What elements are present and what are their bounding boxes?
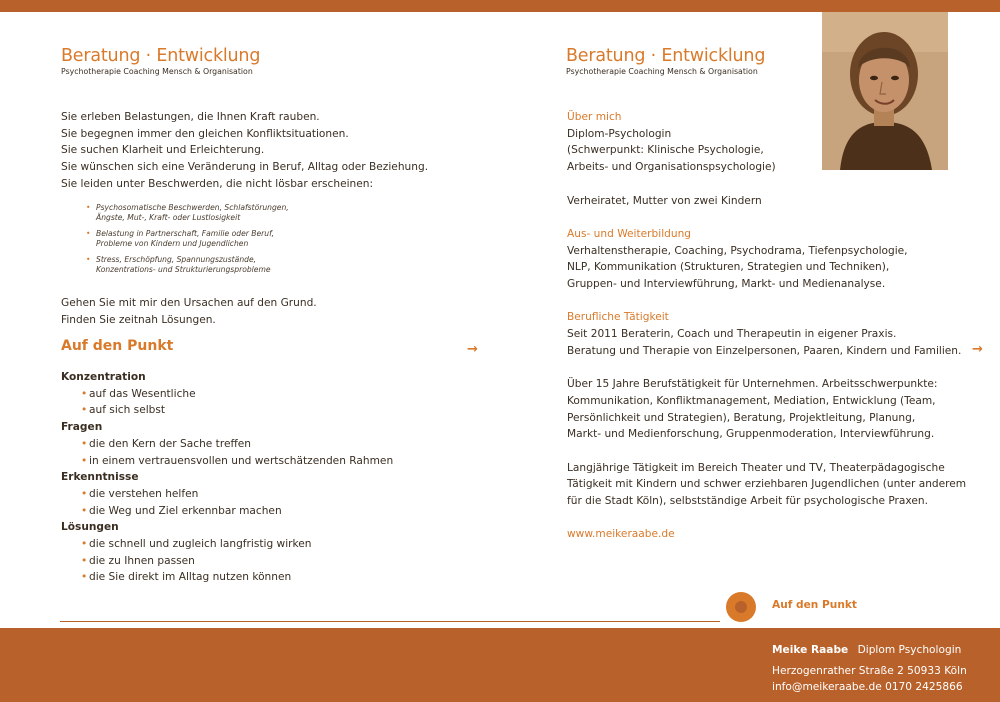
job-line: Persönlichkeit und Strategien), Beratung, Projektleitung, Planung, [567, 411, 916, 424]
list-item-line: Konzentrations- und Strukturierungsprobleme [96, 265, 271, 275]
about-line: (Schwerpunkt: Klinische Psychologie, [567, 144, 764, 157]
family-line: Verheiratet, Mutter von zwei Kindern [567, 194, 762, 207]
spacer [567, 510, 966, 527]
list-item [61, 436, 393, 453]
bullet-icon: • [86, 203, 91, 212]
about-title: Über mich [567, 111, 622, 123]
job-line: Markt- und Medienforschung, Gruppenmoderation, Interviewführung. [567, 428, 935, 441]
footer-label: Auf den Punkt [772, 599, 857, 611]
contact-title: Diplom Psychologin [857, 644, 962, 656]
circle-icon [726, 592, 756, 622]
symptom-list [86, 203, 289, 280]
bio-text [567, 109, 966, 543]
education-line: Gruppen- und Interviewführung, Markt- und Medienanalyse. [567, 278, 886, 290]
list-item-line: Probleme von Kindern und Jugendlichen [96, 239, 249, 249]
bullet-icon: • [81, 437, 88, 450]
list-item-text: die Weg und Ziel erkennbar machen [89, 504, 282, 517]
left-page [0, 12, 500, 628]
job-line: für die Stadt Köln), selbstständige Arbeit für psychologische Praxen. [567, 495, 928, 508]
contact-name-row [772, 642, 967, 659]
brand-subtitle: Psychotherapie Coaching Mensch & Organisation [566, 67, 758, 76]
group-title: Fragen [61, 421, 103, 434]
list-item-text: die schnell und zugleich langfristig wirken [89, 538, 312, 551]
list-item-text: die den Kern der Sache treffen [89, 437, 251, 450]
list-item-line: Psychosomatische Beschwerden, Schlafstörungen, [96, 203, 289, 212]
education-line: Verhaltenstherapie, Coaching, Psychodrama, Tiefenpsychologie, [567, 244, 908, 257]
bullet-icon: • [81, 487, 88, 500]
brand-title: Beratung · Entwicklung [566, 46, 766, 66]
list-item-text: die Sie direkt im Alltag nutzen können [89, 571, 292, 584]
list-item-text: in einem vertrauensvollen und wertschätzenden Rahmen [89, 454, 394, 467]
contact-email-phone[interactable]: info@meikeraabe.de 0170 2425866 [772, 681, 963, 693]
contact-block [772, 642, 967, 696]
spacer [567, 209, 966, 226]
top-bar [0, 0, 1000, 12]
group-title: Lösungen [61, 521, 119, 534]
education-line: NLP, Kommunikation (Strukturen, Strategien und Techniken), [567, 261, 890, 274]
outro-text [61, 295, 317, 328]
about-line: Arbeits- und Organisationspsychologie) [567, 161, 776, 174]
contact-address: Herzogenrather Straße 2 50933 Köln [772, 664, 967, 677]
bullet-icon: • [81, 554, 88, 567]
job-title: Berufliche Tätigkeit [567, 311, 669, 324]
spacer [567, 443, 966, 460]
list-item-text: die zu Ihnen passen [89, 554, 195, 567]
spacer [567, 360, 966, 377]
bullet-icon: • [81, 404, 88, 417]
list-item-text: die verstehen helfen [89, 487, 199, 500]
spacer [567, 176, 966, 193]
brand-title: Beratung · Entwicklung [61, 46, 261, 66]
divider [60, 621, 720, 622]
list-item [61, 569, 393, 586]
list-item [86, 229, 289, 250]
arrow-right-icon[interactable]: → [467, 342, 478, 357]
group-title: Konzentration [61, 371, 146, 383]
intro-line: Sie erleben Belastungen, die Ihnen Kraft rauben. [61, 111, 320, 123]
list-item [61, 553, 393, 570]
list-item [86, 255, 289, 276]
list-item [61, 386, 393, 403]
list-item [61, 402, 393, 419]
list-item [61, 486, 393, 503]
intro-text [61, 109, 428, 193]
list-item-line: Ängste, Mut-, Kraft- oder Lustlosigkeit [96, 213, 241, 223]
bullet-icon: • [81, 504, 88, 517]
job-line: Langjährige Tätigkeit im Bereich Theater und TV, Theaterpädagogische [567, 461, 945, 474]
intro-line: Sie leiden unter Beschwerden, die nicht lösbar erscheinen: [61, 177, 374, 190]
bullet-icon: • [81, 454, 88, 467]
education-title: Aus- und Weiterbildung [567, 227, 692, 240]
list-item [61, 536, 393, 553]
intro-line: Sie wünschen sich eine Veränderung in Beruf, Alltag oder Beziehung. [61, 161, 429, 174]
job-line: Kommunikation, Konfliktmanagement, Mediation, Entwicklung (Team, [567, 394, 936, 407]
outro-line: Gehen Sie mit mir den Ursachen auf den Grund. [61, 297, 317, 309]
list-item [86, 203, 289, 224]
about-line: Diplom-Psychologin [567, 127, 672, 140]
bullet-icon: • [81, 571, 88, 584]
list-item-line: Belastung in Partnerschaft, Familie oder Beruf, [96, 228, 275, 238]
bullet-icon: • [86, 254, 91, 264]
contact-name: Meike Raabe [772, 644, 849, 656]
job-line: Seit 2011 Beraterin, Coach und Therapeutin in eigener Praxis. [567, 328, 897, 341]
job-line: Tätigkeit mit Kindern und schwer erziehbaren Jugendlichen (unter anderem [567, 478, 967, 491]
point-list [61, 369, 393, 586]
list-item-text: auf das Wesentliche [89, 387, 196, 400]
bullet-icon: • [86, 228, 91, 238]
list-item-line: Stress, Erschöpfung, Spannungszustände, [96, 254, 257, 264]
right-page [500, 12, 1000, 628]
website-link[interactable]: www.meikeraabe.de [567, 528, 675, 541]
job-line: Über 15 Jahre Berufstätigkeit für Unternehmen. Arbeitsschwerpunkte: [567, 378, 938, 391]
brand-subtitle: Psychotherapie Coaching Mensch & Organisation [61, 67, 253, 76]
brand-logo [566, 46, 765, 76]
job-line: Beratung und Therapie von Einzelpersonen, Paaren, Kindern und Familien. [567, 344, 962, 357]
spacer [567, 293, 966, 310]
group-title: Erkenntnisse [61, 471, 139, 484]
outro-line: Finden Sie zeitnah Lösungen. [61, 313, 216, 326]
arrow-right-icon[interactable]: → [972, 342, 983, 357]
list-item [61, 503, 393, 520]
section-heading: Auf den Punkt [61, 338, 174, 354]
list-item [61, 453, 393, 470]
bullet-icon: • [81, 538, 88, 551]
bullet-icon: • [81, 387, 88, 400]
brand-logo [61, 46, 260, 76]
intro-line: Sie begegnen immer den gleichen Konfliktsituationen. [61, 127, 349, 140]
list-item-text: auf sich selbst [89, 404, 166, 417]
intro-line: Sie suchen Klarheit und Erleichterung. [61, 144, 265, 157]
circle-inner-icon [735, 601, 747, 613]
